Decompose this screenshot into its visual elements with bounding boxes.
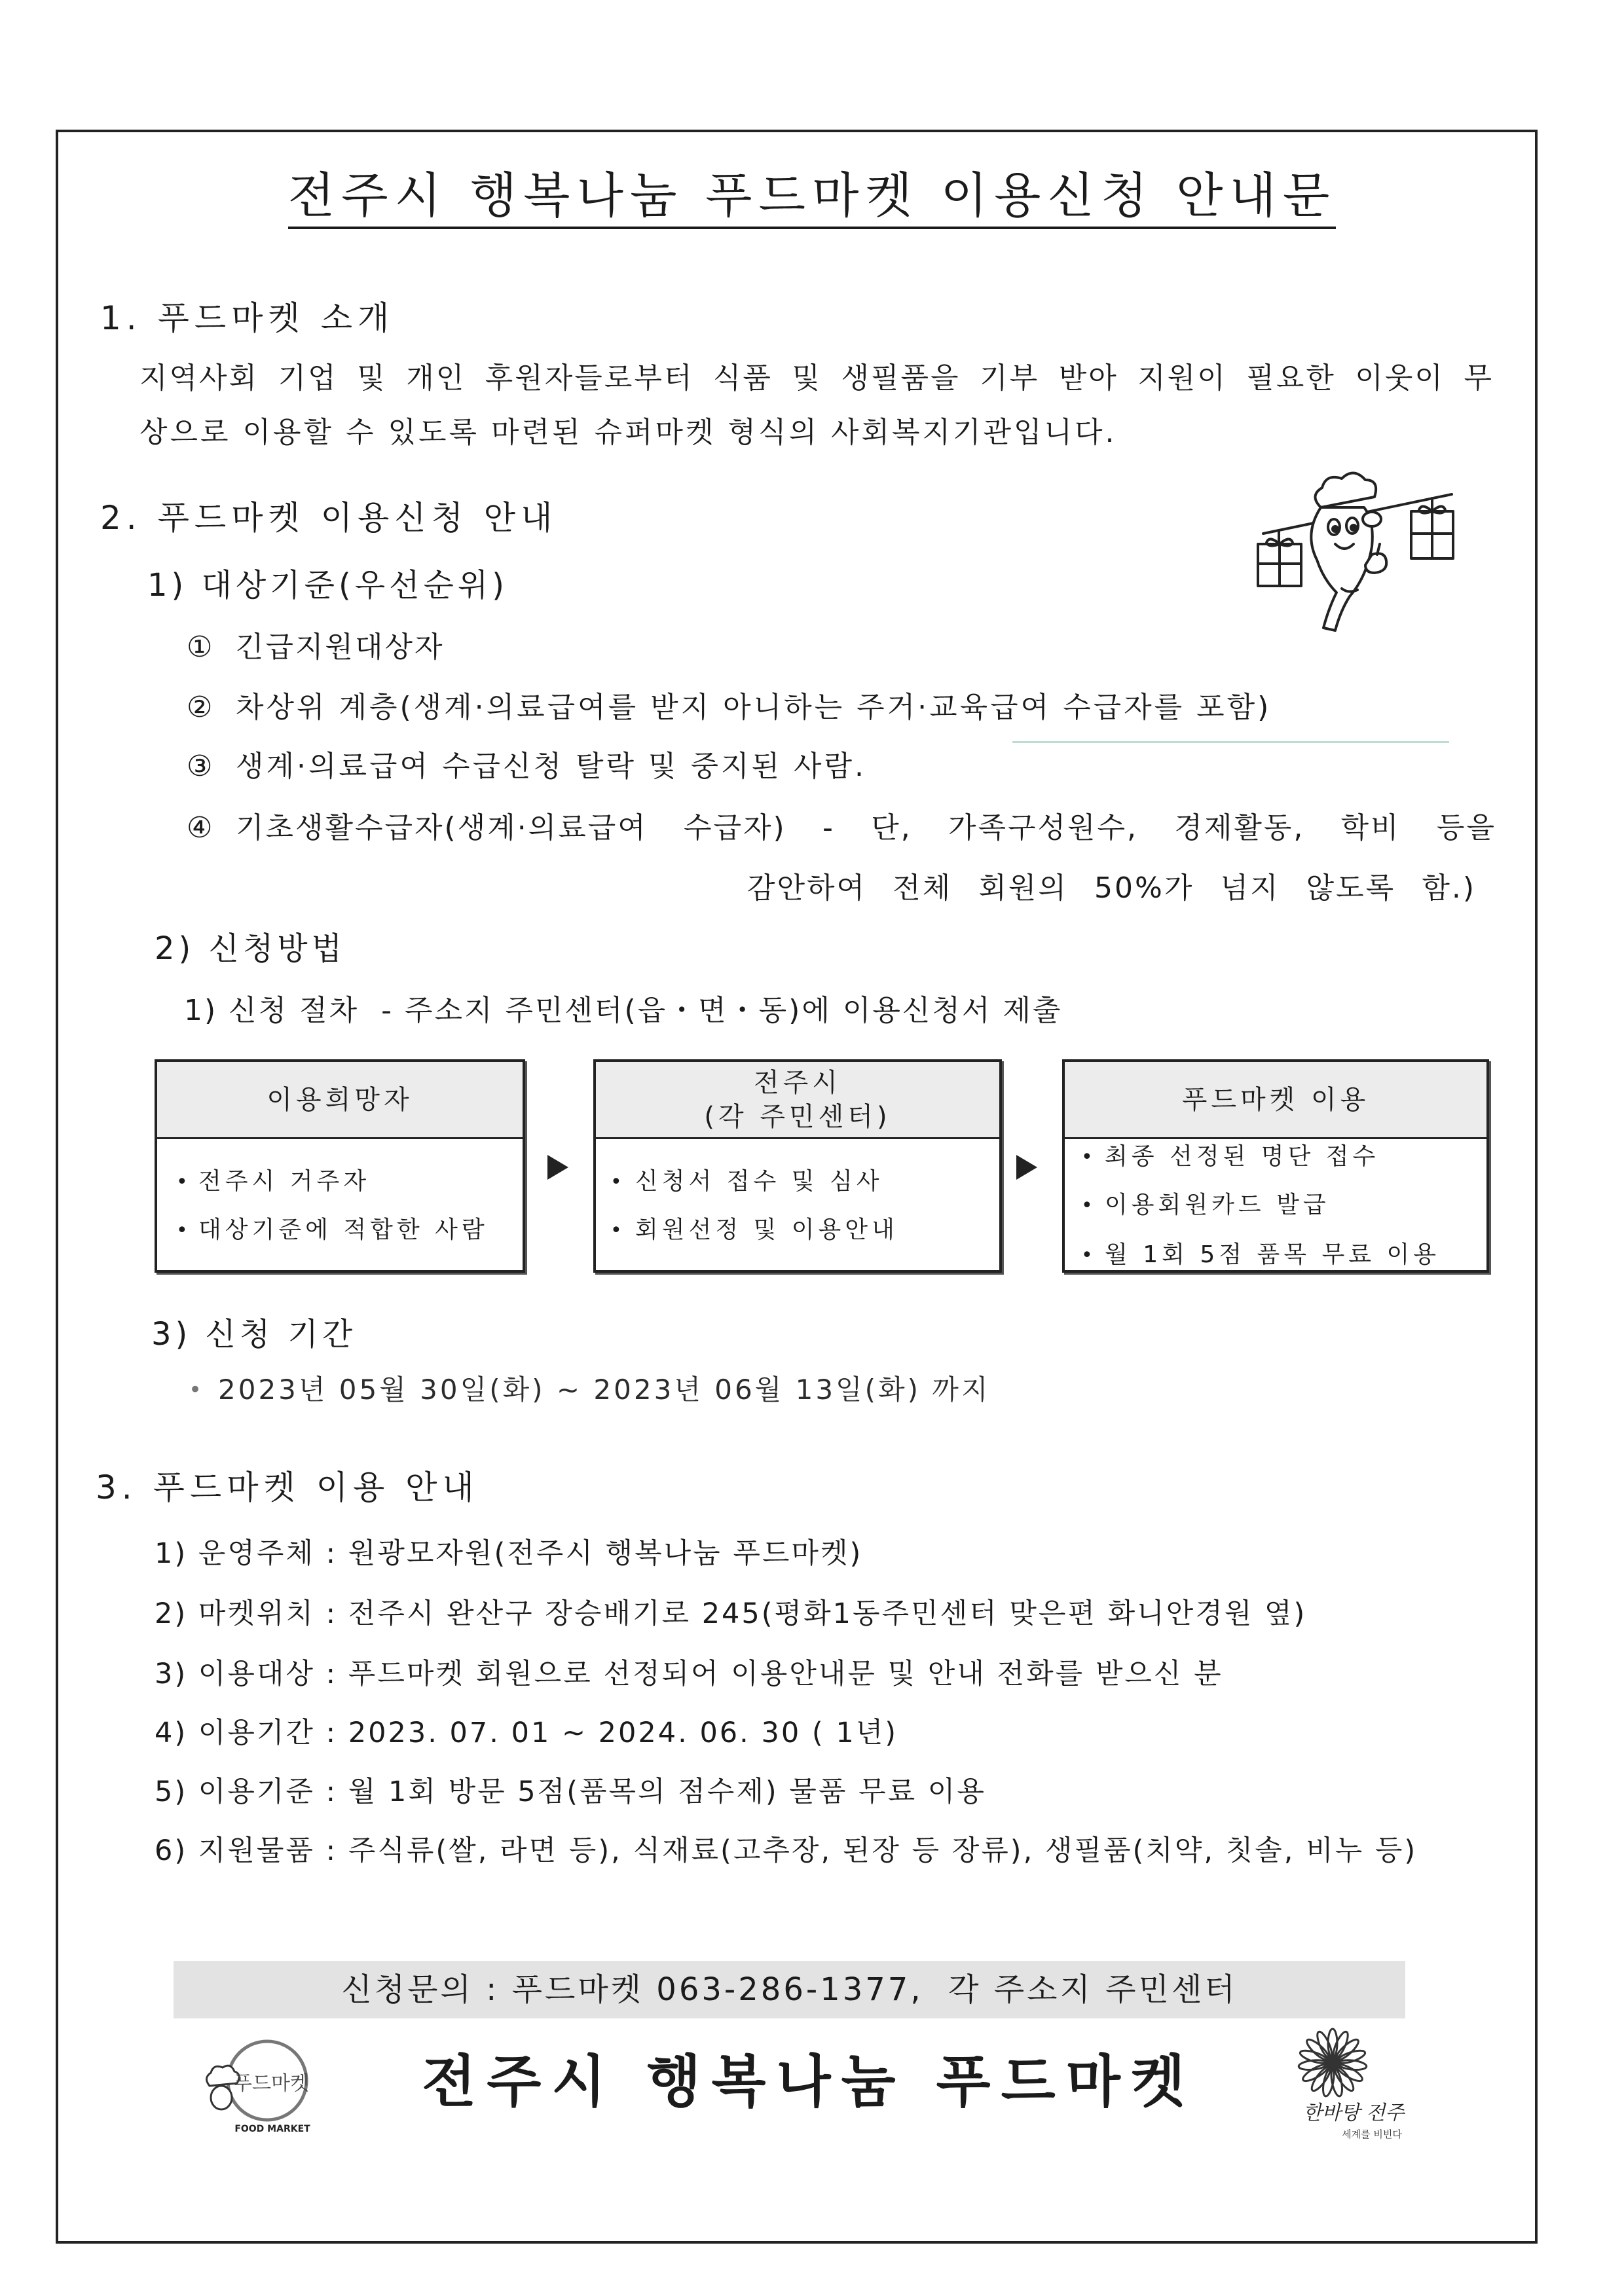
section-1-heading: 1. 푸드마켓 소개: [100, 299, 395, 337]
bullet: •: [1081, 1146, 1093, 1169]
chef-mascot-illustration: [1244, 471, 1471, 632]
step-item: 회원선정 및 이용안내: [635, 1216, 898, 1243]
criteria-marker-2: ②: [187, 691, 215, 724]
step-header: [596, 1062, 999, 1139]
step-subtitle: (각 주민센터): [704, 1101, 891, 1132]
step-item: 전주시 거주자: [198, 1168, 371, 1195]
section-1-line-1: 지역사회 기업 및 개인 후원자들로부터 식품 및 생필품을 기부 받아 지원이 필요한 이웃이 무: [139, 361, 1494, 395]
step-box-food-market-use: [1062, 1059, 1489, 1273]
step-box-community-center: [593, 1059, 1002, 1273]
bullet: •: [176, 1171, 188, 1194]
section-3-heading: 3. 푸드마켓 이용 안내: [96, 1468, 479, 1506]
period-heading: 3) 신청 기간: [151, 1316, 357, 1353]
step-item: 월 1회 5점 품목 무료 이용: [1105, 1241, 1441, 1268]
step-item: 이용회원카드 발급: [1105, 1192, 1330, 1218]
step-title: 이용희망자: [267, 1084, 413, 1115]
footer-title: 전주시 행복나눔 푸드마켓: [422, 2049, 1196, 2115]
usage-item-eligibility: 3) 이용대상 : 푸드마켓 회원으로 선정되어 이용안내문 및 안내 전화를 받으신 분: [155, 1658, 1223, 1690]
step-header: [157, 1062, 523, 1139]
step-title: 푸드마켓 이용: [1181, 1084, 1370, 1115]
criteria-text-1: 긴급지원대상자: [236, 630, 445, 664]
bullet: •: [1081, 1194, 1093, 1217]
logo-subtext: FOOD MARKET: [234, 2124, 310, 2134]
logo-text: 푸드마켓: [233, 2072, 309, 2095]
gift-box-right: [1411, 498, 1453, 558]
emblem-text: 한바탕 전주: [1302, 2102, 1405, 2124]
criteria-text-4-continuation: 감안하여 전체 회원의 50%가 넘지 않도록 함.): [747, 871, 1476, 905]
section-1-line-2: 상으로 이용할 수 있도록 마련된 슈퍼마켓 형식의 사회복지기관입니다.: [139, 416, 1117, 449]
bullet: •: [189, 1377, 202, 1403]
usage-item-operator: 1) 운영주체 : 원광모자원(전주시 행복나눔 푸드마켓): [155, 1537, 863, 1570]
period-text: 2023년 05월 30일(화) ~ 2023년 06월 13일(화) 까지: [218, 1374, 991, 1406]
criteria-marker-1: ①: [187, 630, 215, 664]
step-item: 대상기준에 적합한 사람: [198, 1216, 489, 1243]
criteria-heading: 1) 대상기준(우선순위): [147, 567, 508, 604]
criteria-marker-3: ③: [187, 750, 215, 783]
bullet: •: [1081, 1244, 1093, 1267]
criteria-text-2: 차상위 계층(생계·의료급여를 받지 아니하는 주거·교육급여 수급자를 포함): [236, 691, 1272, 724]
flower-icon: [1299, 2029, 1367, 2097]
usage-item-period: 4) 이용기간 : 2023. 07. 01 ~ 2024. 06. 30 ( 1년): [155, 1717, 898, 1749]
procedure-text: 1) 신청 절차 - 주소지 주민센터(읍・면・동)에 이용신청서 제출: [184, 994, 1063, 1027]
criteria-marker-4: ④: [187, 811, 215, 845]
title-container: [0, 168, 1624, 229]
highlight-underline: [1012, 741, 1449, 743]
section-2-heading: 2. 푸드마켓 이용신청 안내: [100, 499, 558, 537]
step-item: 최종 선정된 명단 접수: [1105, 1143, 1380, 1170]
gift-box-left: [1258, 530, 1301, 586]
usage-item-goods: 6) 지원물품 : 주식류(쌀, 라면 등), 식재료(고추장, 된장 등 장류), 생필품(치약, 칫솔, 비누 등): [155, 1834, 1418, 1867]
usage-item-location: 2) 마켓위치 : 전주시 완산구 장승배기로 245(평화1동주민센터 맞은편 화니안경원 옆): [155, 1597, 1307, 1630]
step-item: 신청서 접수 및 심사: [635, 1168, 883, 1195]
criteria-text-3: 생계·의료급여 수급신청 탈락 및 중지된 사람.: [236, 750, 866, 783]
usage-item-criteria: 5) 이용기준 : 월 1회 방문 5점(품목의 점수제) 물품 무료 이용: [155, 1776, 986, 1808]
criteria-text-4: 기초생활수급자(생계·의료급여 수급자) - 단, 가족구성원수, 경제활동, 학비 등을: [236, 811, 1496, 845]
method-heading: 2) 신청방법: [155, 930, 346, 967]
page-title: 전주시 행복나눔 푸드마켓 이용신청 안내문: [288, 172, 1337, 229]
contact-text: 신청문의 : 푸드마켓 063-286-1377, 각 주소지 주민센터: [341, 1971, 1238, 2008]
arrow-right-icon: [1016, 1155, 1037, 1180]
emblem-subtext: 세계를 비빈다: [1342, 2128, 1402, 2140]
arrow-right-icon: [547, 1155, 568, 1180]
jeonju-city-emblem: [1280, 2028, 1416, 2145]
step-box-applicant: [155, 1059, 525, 1273]
bullet: •: [610, 1171, 622, 1194]
mascot-character: [1311, 473, 1386, 630]
bullet: •: [610, 1219, 622, 1242]
bullet: •: [176, 1219, 188, 1242]
contact-band: [174, 1961, 1405, 2018]
step-title: 전주시: [754, 1067, 841, 1098]
step-header: [1065, 1062, 1486, 1139]
